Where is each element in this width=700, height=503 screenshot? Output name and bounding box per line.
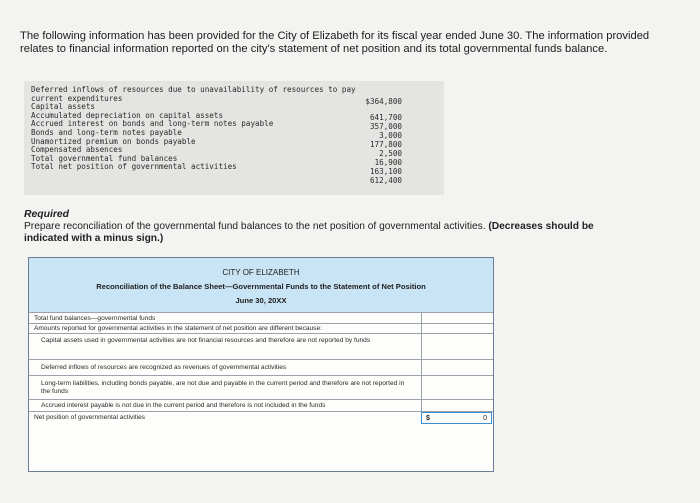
- table-row: [29, 359, 493, 376]
- info-label: Total governmental fund balances: [31, 153, 178, 163]
- info-label: Compensated absences: [31, 145, 123, 155]
- row-label: Amounts reported for governmental activities in the statement of net position are different because:: [34, 325, 322, 332]
- info-value: 641,700: [369, 113, 402, 122]
- info-value: 16,900: [374, 158, 402, 167]
- info-label: Accrued interest on bonds and long-term notes payable: [31, 119, 274, 129]
- table-title: CITY OF ELIZABETH: [222, 268, 300, 277]
- required-instructions: [24, 221, 624, 245]
- info-value: 2,500: [379, 149, 402, 158]
- currency-symbol: $: [426, 415, 430, 422]
- info-value: 177,800: [369, 140, 402, 149]
- row-label: Net position of governmental activities: [34, 414, 146, 421]
- info-value: 163,100: [369, 167, 402, 176]
- table-subtitle: Reconciliation of the Balance Sheet—Governmental Funds to the Statement of Net Position: [96, 282, 426, 291]
- table-date: June 30, 20XX: [235, 296, 287, 305]
- info-value: $364,800: [365, 97, 402, 106]
- info-value: 357,000: [369, 122, 402, 131]
- given-information-box: [24, 81, 444, 195]
- info-label: Unamortized premium on bonds payable: [31, 136, 196, 146]
- problem-intro: The following information has been provided for the City of Elizabeth for its fiscal year ended June 30. The information provided relates to financial information reported on the city's statement of net position and its total governmental funds balance.: [20, 30, 650, 55]
- info-label: Bonds and long-term notes payable: [31, 128, 182, 137]
- info-label: Total net position of governmental activities: [31, 162, 237, 172]
- total-value: 0: [483, 415, 487, 422]
- info-label: current expenditures: [31, 93, 123, 103]
- table-row: [29, 411, 493, 472]
- row-label: Accrued interest payable is not due in the current period and therefore is not included in the funds: [41, 402, 326, 409]
- amount-input[interactable]: [421, 376, 493, 400]
- info-value: 612,400: [369, 176, 402, 185]
- info-label: Deferred inflows of resources due to unavailability of resources to pay: [31, 85, 356, 94]
- row-label: Total fund balances—governmental funds: [34, 315, 156, 322]
- required-emphasis: (Decreases should be indicated with a minus sign.): [24, 221, 594, 244]
- table-row: [29, 333, 493, 360]
- required-text: Prepare reconciliation of the governmental fund balances to the net position of governmental activities.: [24, 221, 486, 232]
- amount-input[interactable]: [421, 360, 493, 376]
- reconciliation-table: [28, 257, 494, 472]
- info-label: Accumulated depreciation on capital assets: [31, 110, 224, 120]
- table-header: [29, 258, 493, 312]
- row-label: Capital assets used in governmental activities are not financial resources and therefore are not reported by funds: [41, 337, 371, 344]
- amount-input[interactable]: [421, 334, 493, 360]
- required-heading: Required: [24, 209, 70, 220]
- row-label: Long-term liabilities, including bonds payable, are not due and payable in the current period and therefore are not reported in the funds: [41, 380, 405, 395]
- net-position-total[interactable]: [421, 412, 492, 424]
- info-value: 3,000: [379, 131, 402, 140]
- table-row: [29, 375, 493, 400]
- row-label: Deferred inflows of resources are recognized as revenues of governmental activities: [41, 364, 287, 371]
- info-label: Capital assets: [31, 102, 96, 112]
